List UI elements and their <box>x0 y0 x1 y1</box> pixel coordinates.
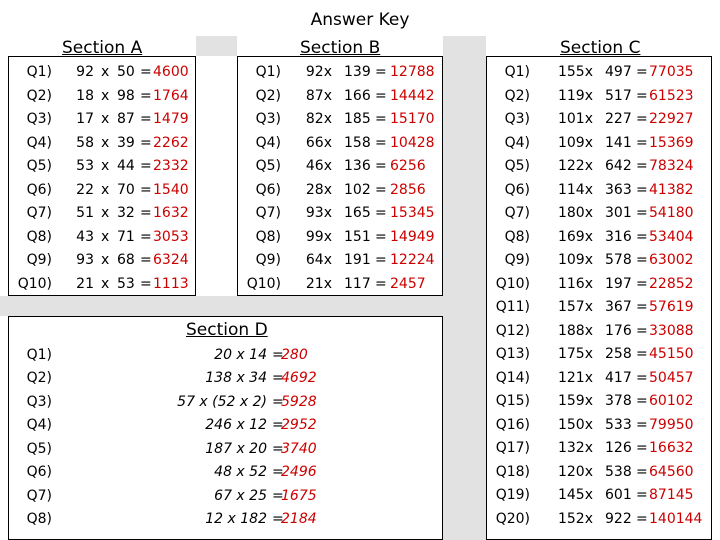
question-label: Q6) <box>26 464 52 480</box>
table-row <box>0 249 720 273</box>
answer-value: 2184 <box>281 511 317 527</box>
answer-value: 2262 <box>153 134 189 151</box>
equals-sign: = <box>272 487 284 504</box>
question-label: Q8) <box>255 228 281 245</box>
table-row <box>0 85 720 109</box>
table-row <box>0 108 720 132</box>
question-label: Q1) <box>504 64 530 80</box>
factor-b: 39 <box>117 134 135 151</box>
equals-sign: = <box>636 510 648 527</box>
factor-a: 119x <box>557 87 593 104</box>
answer-value: 15170 <box>390 111 435 127</box>
factor-b: 316 <box>605 228 632 245</box>
factor-b: 517 <box>605 87 632 104</box>
equals-sign: = <box>140 228 152 245</box>
factor-a: 93 <box>76 252 94 268</box>
question-label: Q1) <box>255 64 281 80</box>
table-row <box>0 485 720 509</box>
question-label: Q3) <box>504 111 530 127</box>
factor-b: 68 <box>117 252 135 268</box>
answer-value: 54180 <box>649 205 694 221</box>
equals-sign: = <box>636 487 648 503</box>
expression: 57 x (52 x 2) <box>177 393 267 410</box>
question-label: Q4) <box>255 134 281 151</box>
factor-a: 116x <box>557 275 593 292</box>
table-row <box>0 226 720 250</box>
answer-value: 140144 <box>649 510 703 527</box>
factor-a: 18 <box>76 87 94 104</box>
factor-a: 157x <box>557 299 593 315</box>
equals-sign: = <box>375 205 387 221</box>
equals-sign: = <box>375 228 387 245</box>
factor-b: 538 <box>605 463 632 480</box>
answer-value: 6256 <box>390 158 426 174</box>
question-label: Q9) <box>26 252 52 268</box>
question-label: Q8) <box>26 228 52 245</box>
question-label: Q20) <box>495 510 530 527</box>
factor-a: 92 <box>76 64 94 80</box>
answer-value: 2332 <box>153 158 189 174</box>
question-label: Q6) <box>504 181 530 198</box>
divider-strip-top-right <box>443 36 486 56</box>
answer-value: 3740 <box>281 440 317 457</box>
factor-a: 145x <box>557 487 593 503</box>
equals-sign: = <box>636 205 648 221</box>
equals-sign: = <box>636 64 648 80</box>
times-sign: x <box>101 205 110 221</box>
equals-sign: = <box>636 463 648 480</box>
table-row <box>0 155 720 179</box>
question-label: Q5) <box>255 158 281 174</box>
equals-sign: = <box>375 275 387 292</box>
answer-value: 57619 <box>649 299 694 315</box>
factor-b: 601 <box>605 487 632 503</box>
equals-sign: = <box>140 64 152 80</box>
answer-value: 280 <box>281 346 308 363</box>
answer-value: 1632 <box>153 205 189 221</box>
factor-a: 180x <box>557 205 593 221</box>
answer-value: 22852 <box>649 275 694 292</box>
question-label: Q7) <box>504 205 530 221</box>
equals-sign: = <box>140 111 152 127</box>
equals-sign: = <box>272 440 284 457</box>
table-row <box>0 179 720 203</box>
answer-value: 53404 <box>649 228 694 245</box>
factor-b: 136 <box>344 158 371 174</box>
question-label: Q11) <box>495 299 530 315</box>
question-label: Q17) <box>495 440 530 456</box>
equals-sign: = <box>636 416 648 433</box>
question-label: Q10) <box>17 275 52 292</box>
factor-b: 87 <box>117 111 135 127</box>
factor-b: 367 <box>605 299 632 315</box>
equals-sign: = <box>375 181 387 198</box>
answer-value: 64560 <box>649 463 694 480</box>
answer-value: 63002 <box>649 252 694 268</box>
question-label: Q6) <box>26 181 52 198</box>
factor-a: 152x <box>557 510 593 527</box>
times-sign: x <box>101 158 110 174</box>
question-label: Q5) <box>26 158 52 174</box>
factor-a: 28x <box>305 181 332 198</box>
question-label: Q4) <box>26 417 52 433</box>
question-label: Q12) <box>495 322 530 339</box>
factor-a: 22 <box>76 181 94 198</box>
equals-sign: = <box>140 252 152 268</box>
answer-value: 6324 <box>153 252 189 268</box>
answer-value: 61523 <box>649 87 694 104</box>
answer-value: 78324 <box>649 158 694 174</box>
answer-value: 2856 <box>390 181 426 198</box>
factor-a: 150x <box>557 416 593 433</box>
question-label: Q19) <box>495 487 530 503</box>
factor-b: 378 <box>605 393 632 409</box>
equals-sign: = <box>140 134 152 151</box>
equals-sign: = <box>375 64 387 80</box>
factor-b: 141 <box>605 134 632 151</box>
equals-sign: = <box>272 346 284 363</box>
answer-value: 1113 <box>153 275 189 292</box>
equals-sign: = <box>636 369 648 386</box>
question-label: Q18) <box>495 463 530 480</box>
equals-sign: = <box>636 111 648 127</box>
answer-value: 1675 <box>281 487 317 504</box>
factor-a: 82x <box>305 111 332 127</box>
factor-b: 70 <box>117 181 135 198</box>
times-sign: x <box>101 252 110 268</box>
divider-strip-top-left <box>196 36 237 56</box>
factor-b: 151 <box>344 228 371 245</box>
answer-value: 15345 <box>390 205 435 221</box>
equals-sign: = <box>140 158 152 174</box>
equals-sign: = <box>636 181 648 198</box>
times-sign: x <box>101 111 110 127</box>
question-label: Q2) <box>26 87 52 104</box>
times-sign: x <box>101 275 110 292</box>
equals-sign: = <box>636 299 648 315</box>
factor-b: 102 <box>344 181 371 198</box>
times-sign: x <box>101 87 110 104</box>
factor-b: 158 <box>344 134 371 151</box>
factor-a: 109x <box>557 252 593 268</box>
factor-a: 17 <box>76 111 94 127</box>
expression: 138 x 34 <box>205 370 267 386</box>
answer-value: 3053 <box>153 228 189 245</box>
equals-sign: = <box>636 393 648 409</box>
answer-value: 60102 <box>649 393 694 409</box>
question-label: Q8) <box>504 228 530 245</box>
equals-sign: = <box>272 370 284 386</box>
factor-b: 417 <box>605 369 632 386</box>
question-label: Q6) <box>255 181 281 198</box>
answer-value: 14442 <box>390 87 435 104</box>
answer-value: 45150 <box>649 346 694 362</box>
question-label: Q8) <box>26 511 52 527</box>
factor-a: 188x <box>557 322 593 339</box>
question-label: Q3) <box>26 111 52 127</box>
answer-value: 77035 <box>649 64 694 80</box>
factor-a: 53 <box>76 158 94 174</box>
equals-sign: = <box>375 111 387 127</box>
factor-b: 126 <box>605 440 632 456</box>
table-row <box>0 344 720 368</box>
factor-b: 185 <box>344 111 371 127</box>
answer-value: 15369 <box>649 134 694 151</box>
equals-sign: = <box>375 158 387 174</box>
answer-value: 1764 <box>153 87 189 104</box>
section-a-title: Section A <box>62 38 143 58</box>
equals-sign: = <box>375 87 387 104</box>
question-label: Q2) <box>26 370 52 386</box>
section-c-title: Section C <box>560 38 641 58</box>
equals-sign: = <box>636 228 648 245</box>
factor-a: 99x <box>305 228 332 245</box>
times-sign: x <box>101 64 110 80</box>
factor-a: 109x <box>557 134 593 151</box>
answer-value: 2496 <box>281 464 317 480</box>
answer-value: 33088 <box>649 322 694 339</box>
question-label: Q1) <box>26 346 52 363</box>
factor-a: 58 <box>76 134 94 151</box>
factor-b: 533 <box>605 416 632 433</box>
factor-b: 98 <box>117 87 135 104</box>
equals-sign: = <box>375 252 387 268</box>
factor-b: 578 <box>605 252 632 268</box>
answer-value: 2457 <box>390 275 426 292</box>
times-sign: x <box>101 181 110 198</box>
equals-sign: = <box>140 181 152 198</box>
answer-value: 87145 <box>649 487 694 503</box>
answer-value: 50457 <box>649 369 694 386</box>
table-row <box>0 508 720 532</box>
expression: 187 x 20 <box>205 440 267 457</box>
factor-a: 132x <box>557 440 593 456</box>
factor-a: 120x <box>557 463 593 480</box>
factor-b: 71 <box>117 228 135 245</box>
answer-value: 4600 <box>153 64 189 80</box>
factor-a: 122x <box>557 158 593 174</box>
equals-sign: = <box>636 252 648 268</box>
factor-b: 191 <box>344 252 371 268</box>
factor-a: 114x <box>557 181 593 198</box>
factor-a: 101x <box>557 111 593 127</box>
table-row <box>0 367 720 391</box>
factor-a: 121x <box>557 369 593 386</box>
factor-b: 165 <box>344 205 371 221</box>
answer-value: 41382 <box>649 181 694 198</box>
question-label: Q14) <box>495 369 530 386</box>
answer-value: 22927 <box>649 111 694 127</box>
times-sign: x <box>101 134 110 151</box>
answer-value: 79950 <box>649 416 694 433</box>
table-row <box>0 438 720 462</box>
equals-sign: = <box>375 134 387 151</box>
question-label: Q3) <box>255 111 281 127</box>
question-label: Q2) <box>255 87 281 104</box>
table-row <box>0 61 720 85</box>
table-row <box>0 132 720 156</box>
question-label: Q7) <box>26 487 52 504</box>
factor-a: 92x <box>305 64 332 80</box>
expression: 246 x 12 <box>205 417 267 433</box>
equals-sign: = <box>272 511 284 527</box>
expression: 67 x 25 <box>214 487 267 504</box>
factor-b: 227 <box>605 111 632 127</box>
factor-b: 497 <box>605 64 632 80</box>
times-sign: x <box>101 228 110 245</box>
factor-a: 43 <box>76 228 94 245</box>
factor-a: 21x <box>305 275 332 292</box>
question-label: Q10) <box>246 275 281 292</box>
factor-a: 46x <box>305 158 332 174</box>
question-label: Q2) <box>504 87 530 104</box>
factor-a: 21 <box>76 275 94 292</box>
equals-sign: = <box>636 346 648 362</box>
answer-value: 16632 <box>649 440 694 456</box>
question-label: Q4) <box>504 134 530 151</box>
factor-b: 117 <box>344 275 371 292</box>
equals-sign: = <box>140 205 152 221</box>
factor-a: 93x <box>305 205 332 221</box>
factor-a: 169x <box>557 228 593 245</box>
factor-b: 44 <box>117 158 135 174</box>
factor-b: 197 <box>605 275 632 292</box>
factor-a: 175x <box>557 346 593 362</box>
equals-sign: = <box>636 275 648 292</box>
equals-sign: = <box>636 440 648 456</box>
factor-b: 301 <box>605 205 632 221</box>
factor-b: 642 <box>605 158 632 174</box>
answer-value: 12224 <box>390 252 435 268</box>
table-row <box>0 296 720 320</box>
section-d-title: Section D <box>186 320 268 340</box>
question-label: Q15) <box>495 393 530 409</box>
factor-a: 159x <box>557 393 593 409</box>
equals-sign: = <box>272 393 284 410</box>
answer-value: 1540 <box>153 181 189 198</box>
factor-a: 66x <box>305 134 332 151</box>
question-label: Q9) <box>504 252 530 268</box>
equals-sign: = <box>636 158 648 174</box>
factor-b: 166 <box>344 87 371 104</box>
equals-sign: = <box>636 134 648 151</box>
equals-sign: = <box>636 87 648 104</box>
answer-value: 4692 <box>281 370 317 386</box>
expression: 20 x 14 <box>214 346 267 363</box>
equals-sign: = <box>636 322 648 339</box>
factor-a: 64x <box>305 252 332 268</box>
question-label: Q3) <box>26 393 52 410</box>
table-row <box>0 414 720 438</box>
answer-value: 14949 <box>390 228 435 245</box>
expression: 48 x 52 <box>214 464 267 480</box>
question-label: Q9) <box>255 252 281 268</box>
factor-b: 50 <box>117 64 135 80</box>
factor-b: 139 <box>344 64 371 80</box>
factor-b: 258 <box>605 346 632 362</box>
factor-b: 922 <box>605 510 632 527</box>
table-row <box>0 391 720 415</box>
question-label: Q5) <box>504 158 530 174</box>
section-b-title: Section B <box>300 38 381 58</box>
table-row <box>0 273 720 297</box>
table-row <box>0 202 720 226</box>
question-label: Q7) <box>26 205 52 221</box>
page-title: Answer Key <box>310 10 410 30</box>
factor-a: 51 <box>76 205 94 221</box>
expression: 12 x 182 <box>205 511 267 527</box>
question-label: Q10) <box>495 275 530 292</box>
question-label: Q1) <box>26 64 52 80</box>
question-label: Q7) <box>255 205 281 221</box>
answer-value: 1479 <box>153 111 189 127</box>
factor-a: 155x <box>557 64 593 80</box>
equals-sign: = <box>272 417 284 433</box>
answer-value: 5928 <box>281 393 317 410</box>
table-row <box>0 461 720 485</box>
answer-value: 10428 <box>390 134 435 151</box>
question-label: Q4) <box>26 134 52 151</box>
equals-sign: = <box>272 464 284 480</box>
factor-a: 87x <box>305 87 332 104</box>
factor-b: 363 <box>605 181 632 198</box>
question-label: Q5) <box>26 440 52 457</box>
table-row <box>0 320 720 344</box>
factor-b: 176 <box>605 322 632 339</box>
equals-sign: = <box>140 87 152 104</box>
answer-value: 2952 <box>281 417 317 433</box>
factor-b: 32 <box>117 205 135 221</box>
factor-b: 53 <box>117 275 135 292</box>
answer-value: 12788 <box>390 64 435 80</box>
equals-sign: = <box>140 275 152 292</box>
question-label: Q16) <box>495 416 530 433</box>
question-label: Q13) <box>495 346 530 362</box>
